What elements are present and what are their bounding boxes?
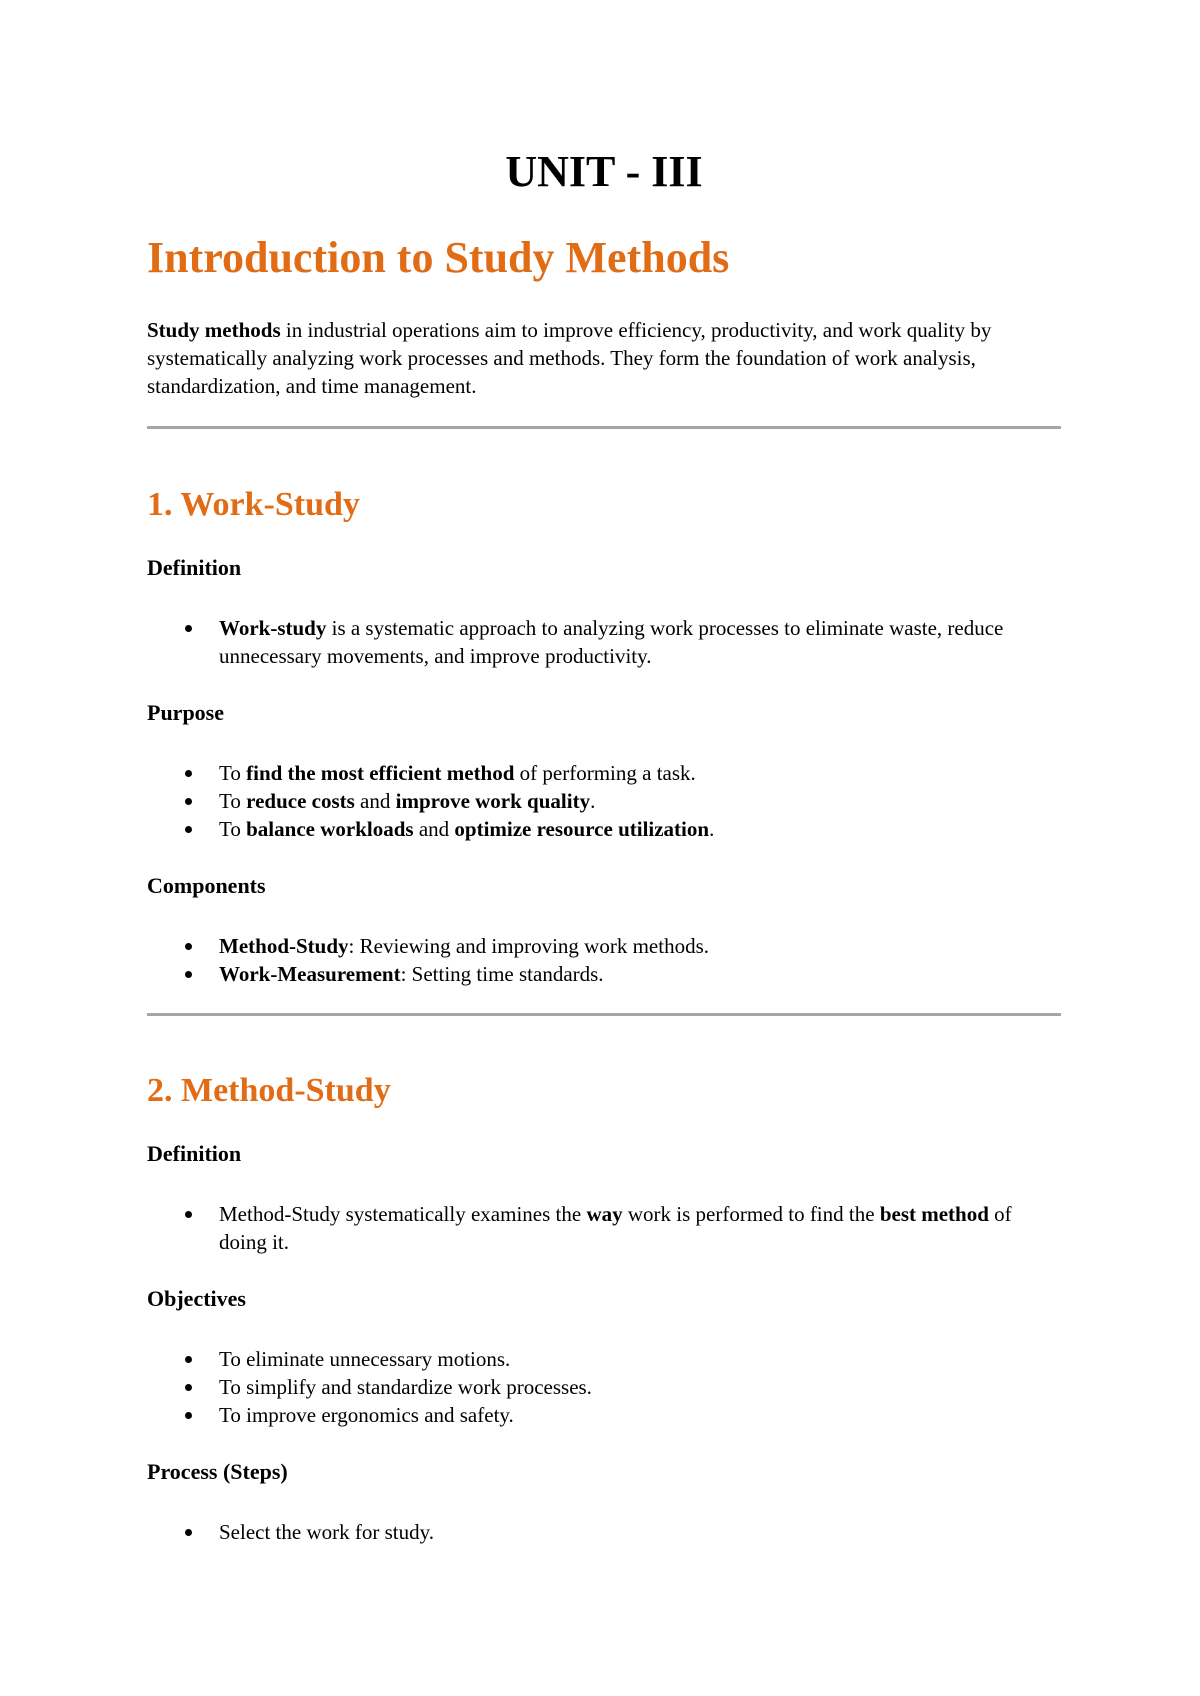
list-item: To eliminate unnecessary motions. xyxy=(147,1345,1061,1373)
work-study-components-heading: Components xyxy=(147,873,266,898)
item-text: is a systematic approach to analyzing work processes to eliminate waste, reduce unnecessary movements, and improve productivity. xyxy=(219,616,1004,668)
work-study-definition-heading: Definition xyxy=(147,555,242,580)
section-title-method-study: 2. Method-Study xyxy=(147,1072,391,1109)
bold-term: balance workloads xyxy=(246,817,414,841)
item-text: : Setting time standards. xyxy=(400,962,604,986)
work-study-purpose-heading: Purpose xyxy=(147,700,224,725)
method-study-process-heading: Process (Steps) xyxy=(147,1459,288,1484)
item-text: To xyxy=(219,761,247,785)
main-title: Introduction to Study Methods xyxy=(147,233,730,282)
list-item xyxy=(147,787,1061,815)
bold-term: find the most efficient method xyxy=(246,761,515,785)
bold-term: Work-study xyxy=(219,616,327,640)
item-text: . xyxy=(590,789,596,813)
method-study-definition-list xyxy=(147,1200,1061,1256)
work-study-definition-list xyxy=(147,614,1061,670)
intro-paragraph xyxy=(147,316,1061,400)
list-item xyxy=(147,759,1061,787)
item-text: and xyxy=(413,817,455,841)
item-text: of performing a task. xyxy=(514,761,696,785)
method-study-objectives-list xyxy=(147,1345,1061,1429)
bold-term: way xyxy=(586,1202,623,1226)
list-item: To simplify and standardize work processes. xyxy=(147,1373,1061,1401)
divider-2 xyxy=(147,1013,1061,1016)
list-item xyxy=(147,815,1061,843)
item-text: . xyxy=(709,817,715,841)
method-study-process-list xyxy=(147,1518,1061,1546)
item-text: Method-Study systematically examines the xyxy=(219,1202,587,1226)
intro-bold-term: Study methods xyxy=(147,318,281,342)
bold-term: best method xyxy=(879,1202,989,1226)
method-study-definition-heading: Definition xyxy=(147,1141,242,1166)
item-text: work is performed to find the xyxy=(622,1202,880,1226)
item-text: of doing it. xyxy=(219,1202,1012,1254)
bold-term: Method-Study xyxy=(219,934,349,958)
unit-title: UNIT - III xyxy=(505,147,703,196)
item-text: To xyxy=(219,789,247,813)
list-item xyxy=(147,932,1061,960)
list-item xyxy=(147,614,1061,670)
work-study-components-list xyxy=(147,932,1061,988)
intro-text: in industrial operations aim to improve efficiency, productivity, and work quality by systematically analyzing work processes and methods. They form the foundation of work analysis, standardization, and time management. xyxy=(147,318,992,398)
list-item xyxy=(147,1200,1061,1256)
list-item: To improve ergonomics and safety. xyxy=(147,1401,1061,1429)
bold-term: reduce costs xyxy=(246,789,355,813)
bold-term: Work-Measurement xyxy=(219,962,401,986)
item-text: : Reviewing and improving work methods. xyxy=(348,934,709,958)
item-text: and xyxy=(354,789,396,813)
work-study-purpose-list xyxy=(147,759,1061,843)
bold-term: optimize resource utilization xyxy=(454,817,710,841)
item-text: To xyxy=(219,817,247,841)
list-item: Select the work for study. xyxy=(147,1518,1061,1546)
list-item xyxy=(147,960,1061,988)
divider-1 xyxy=(147,426,1061,429)
section-title-work-study: 1. Work-Study xyxy=(147,486,360,523)
method-study-objectives-heading: Objectives xyxy=(147,1286,246,1311)
bold-term: improve work quality xyxy=(395,789,591,813)
